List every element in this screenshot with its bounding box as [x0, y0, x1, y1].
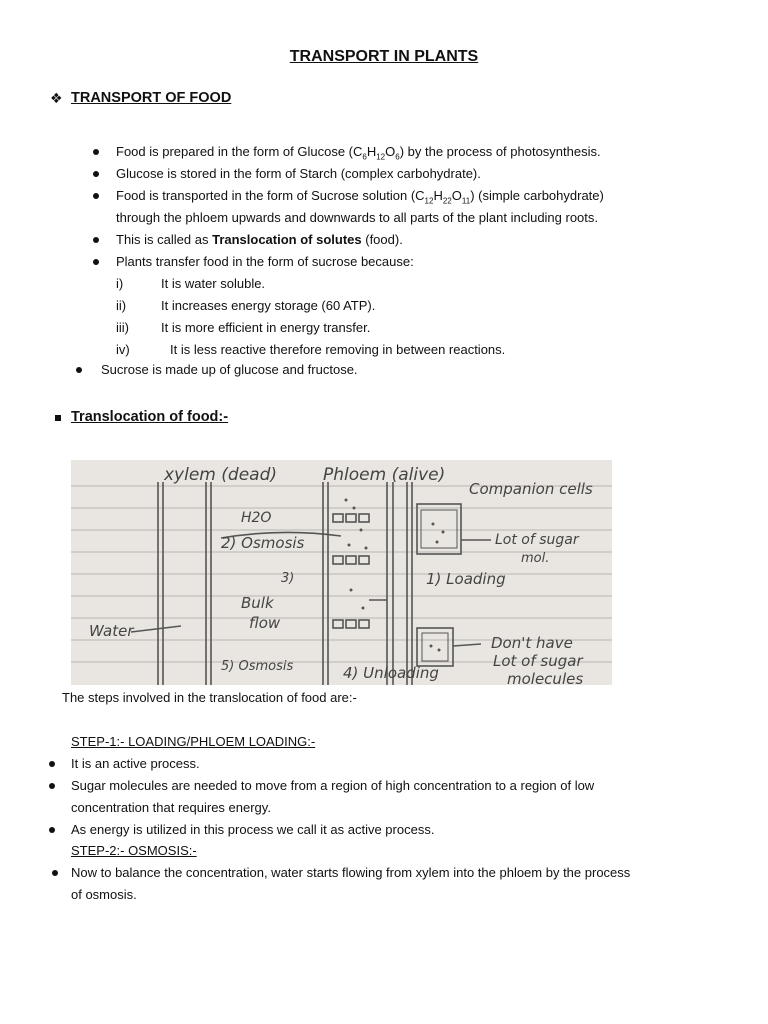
diagram-label-phloem: Phloem (alive) [323, 465, 446, 485]
diagram-label-companion-cells: Companion cells [469, 480, 593, 498]
bullet-icon [52, 870, 58, 876]
step1-bullet-sugar-line2: concentration that requires energy. [71, 800, 271, 815]
diagram-label-unloading: 4) Unloading [343, 664, 439, 682]
bullet-reasons-intro: Plants transfer food in the form of sucrose because: [116, 254, 414, 269]
diagram-label-osmosis-2: 2) Osmosis [221, 534, 305, 552]
diagram-label-bulk: Bulk [241, 594, 274, 612]
reason-number: iv) [116, 342, 130, 357]
reason-text: It is less reactive therefore removing in between reactions. [170, 342, 506, 357]
bullet-translocation: This is called as Translocation of solutes (food). [116, 232, 403, 247]
step1-bullet-active: It is an active process. [71, 756, 200, 771]
diagram-label-flow: flow [249, 614, 281, 632]
diagram-label-mol: mol. [521, 551, 550, 566]
section-heading-transport-of-food: TRANSPORT OF FOOD [71, 90, 232, 106]
bullet-icon [49, 761, 55, 767]
bullet-icon [93, 237, 99, 243]
step1-bullet-sugar: Sugar molecules are needed to move from a region of high concentration to a region of low [71, 778, 595, 793]
diagram-label-osmosis-5: 5) Osmosis [221, 659, 294, 674]
diagram-label-step-3: 3) [281, 571, 295, 586]
bullet-icon [93, 193, 99, 199]
bullet-icon [93, 171, 99, 177]
diagram-label-xylem: xylem (dead) [164, 465, 277, 485]
reason-number: ii) [116, 298, 127, 313]
diagram-label-lot-of-sugar-2: Lot of sugar [493, 652, 583, 670]
bullet-icon [49, 827, 55, 833]
diagram-label-h2o: H2O [241, 510, 272, 526]
square-bullet-icon [55, 415, 61, 421]
diagram-label-water: Water [89, 622, 134, 640]
bullet-sucrose-line2: through the phloem upwards and downwards to all parts of the plant including roots. [116, 210, 599, 225]
bullet-glucose: Food is prepared in the form of Glucose $(C_6H_{12}O_6)$ by the process of photosynthesis. [116, 144, 601, 162]
bullet-icon [76, 367, 82, 373]
diagram-svg [71, 460, 612, 685]
bullet-sucrose-composition: Sucrose is made up of glucose and fructose. [101, 362, 358, 377]
bullet-icon [93, 149, 99, 155]
bullet-sucrose: Food is transported in the form of Sucrose solution $(C_{12}H_{22}O_{11})$ (simple carbohydrate) [116, 188, 604, 206]
diagram-label-dont-have: Don't have [491, 634, 573, 652]
reason-number: iii) [116, 320, 129, 335]
bullet-icon [49, 783, 55, 789]
bullet-icon [93, 259, 99, 265]
diamond-bullet-icon: ❖ [50, 90, 63, 106]
step2-bullet-osmosis-line2: of osmosis. [71, 887, 137, 902]
page-title: TRANSPORT IN PLANTS [289, 48, 479, 65]
reason-text: It is more efficient in energy transfer. [161, 320, 371, 335]
reason-number: i) [116, 276, 124, 291]
step2-bullet-osmosis: Now to balance the concentration, water starts flowing from xylem into the phloem by the process [71, 865, 631, 880]
diagram-label-loading: 1) Loading [426, 570, 506, 588]
diagram-label-molecules: molecules [507, 670, 584, 685]
reason-text: It is water soluble. [161, 276, 266, 291]
step1-bullet-energy: As energy is utilized in this process we call it as active process. [71, 822, 435, 837]
bullet-starch: Glucose is stored in the form of Starch (complex carbohydrate). [116, 166, 481, 181]
steps-intro: The steps involved in the translocation of food are:- [62, 690, 357, 705]
section-heading-translocation: Translocation of food:- [71, 409, 229, 425]
step2-heading: STEP-2:- OSMOSIS:- [71, 843, 197, 858]
reason-text: It increases energy storage (60 ATP). [161, 298, 376, 313]
diagram-label-lot-of-sugar: Lot of sugar [495, 532, 579, 548]
translocation-diagram-image [71, 460, 612, 685]
step1-heading: STEP-1:- LOADING/PHLOEM LOADING:- [71, 734, 316, 749]
